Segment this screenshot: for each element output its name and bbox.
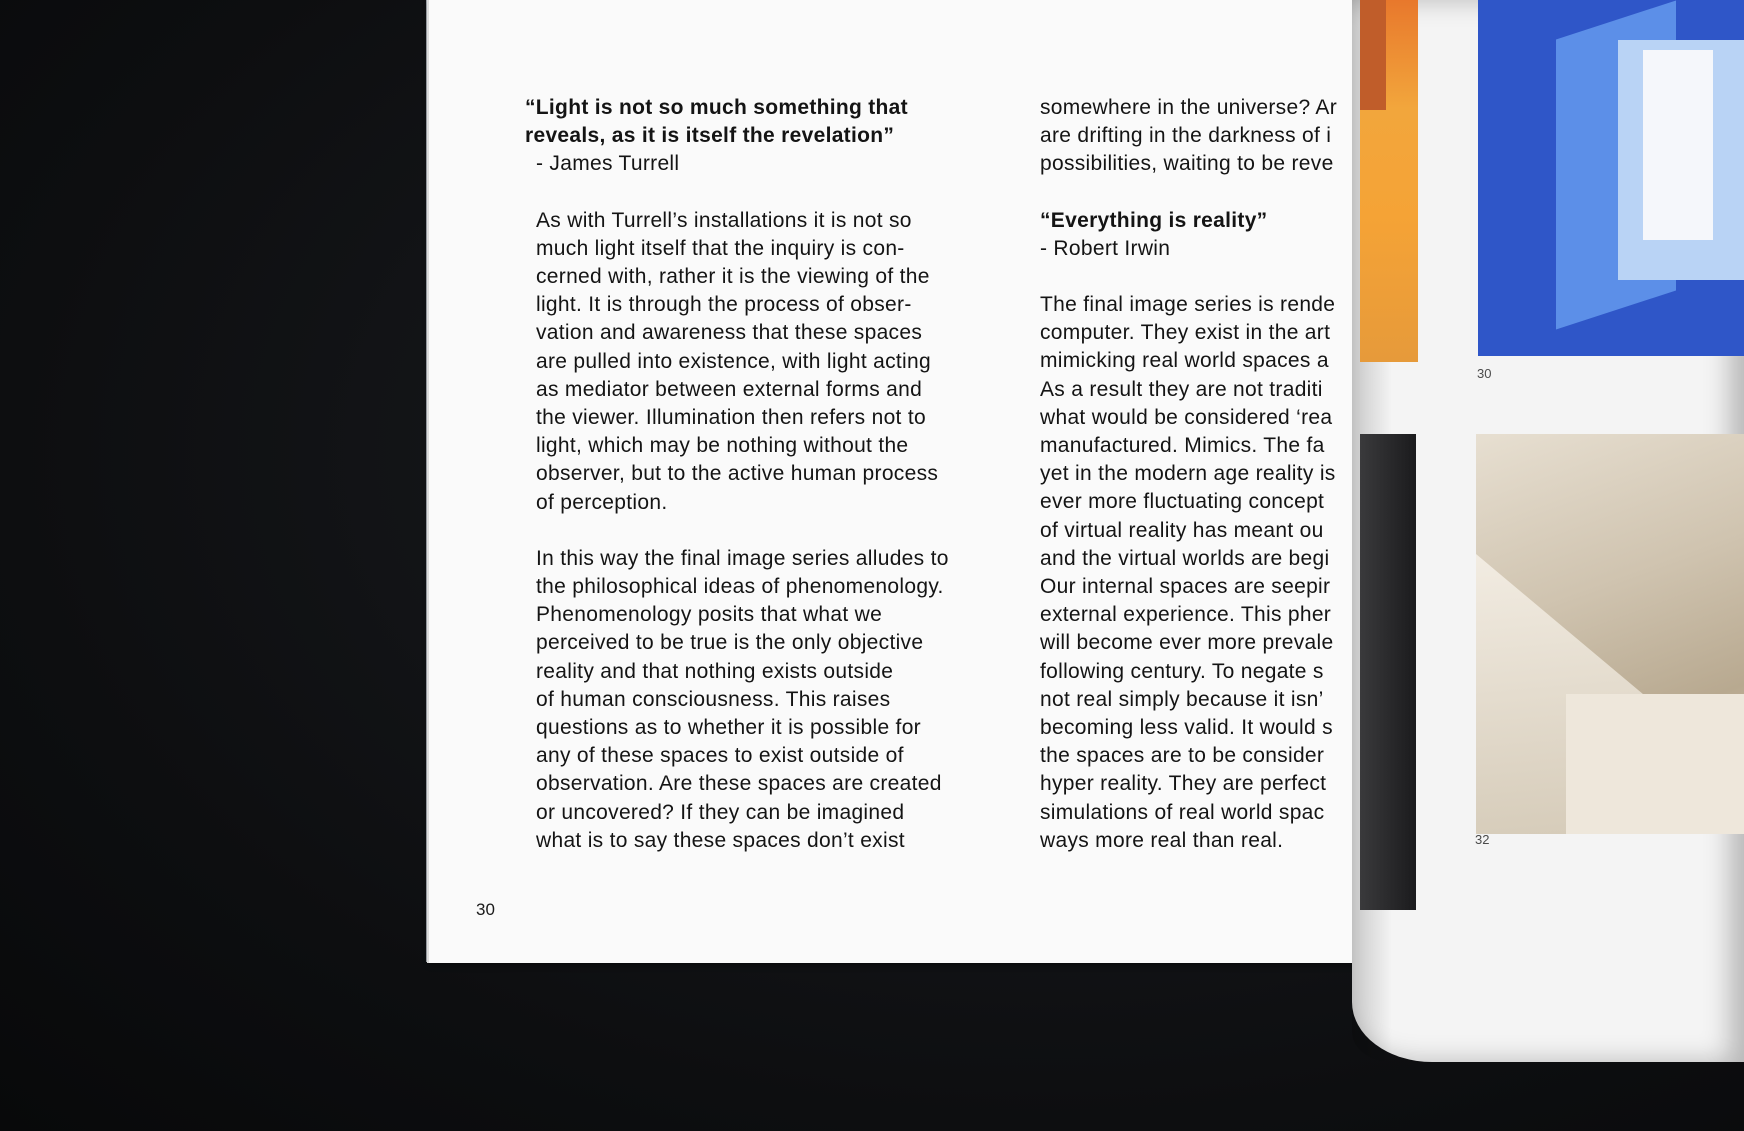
text-column-2-clip — [1030, 80, 1356, 870]
sepia-geometric-image — [1476, 434, 1744, 834]
text-column-2 — [1040, 94, 1356, 855]
paragraph-turrell: As with Turrell’s installations it is not so much light itself that the inquiry is con- cerned with, rather it is the viewing of the light. It is through the process of obser- vation and awareness that these spaces are pulled into existence, with light acting as mediator between external forms and the viewer. Illumination then refers not to light, which may be nothing without the observer, but to the active human process of perception. — [536, 208, 939, 514]
text-column-1 — [525, 94, 995, 855]
irwin-quote: “Everything is reality” — [1040, 208, 1268, 232]
paragraph-universe: somewhere in the universe? Ar are drifting in the darkness of i possibilities, waiting to be reve — [1040, 96, 1338, 176]
turrell-quote: “Light is not so much something that reveals, as it is itself the revelation” — [525, 96, 908, 148]
orange-image-shadow — [1360, 0, 1386, 110]
thumb-label-30: 30 — [1477, 366, 1492, 381]
irwin-attribution: - Robert Irwin — [1040, 236, 1171, 260]
paragraph-phenomenology: In this way the final image series alludes to the philosophical ideas of phenomenology. Phenomenology posits that what we perceived to be true is the only objective reality and that nothing exists outside of human consciousness. This raises questions as to whether it is possible for any of these spaces to exist outside of observation. Are these spaces are created or uncovered? If they can be imagined what is to say these spaces don’t exist — [536, 546, 949, 852]
thumb-label-32: 32 — [1475, 832, 1490, 847]
dark-image-strip — [1360, 434, 1416, 910]
turrell-attribution: - James Turrell — [536, 152, 680, 176]
paragraph-final-series: The final image series is rende computer. They exist in the art mimicking real world spaces a As a result they are not traditi what would be considered ‘rea manufactured. Mimics. The fa yet in the modern age reality is ever more fluctuating concept of virtual reality has meant ou and the virtual worlds are begi Our internal spaces are seepir external experience. This pher will become ever more prevale following century. To negate s not real simply because it isn’ becoming less valid. It would s the spaces are to be consider hyper reality. They are perfect simulations of real world spac ways more real than real. — [1040, 293, 1336, 852]
page-number: 30 — [476, 900, 495, 919]
blue-geometric-image — [1478, 0, 1744, 356]
